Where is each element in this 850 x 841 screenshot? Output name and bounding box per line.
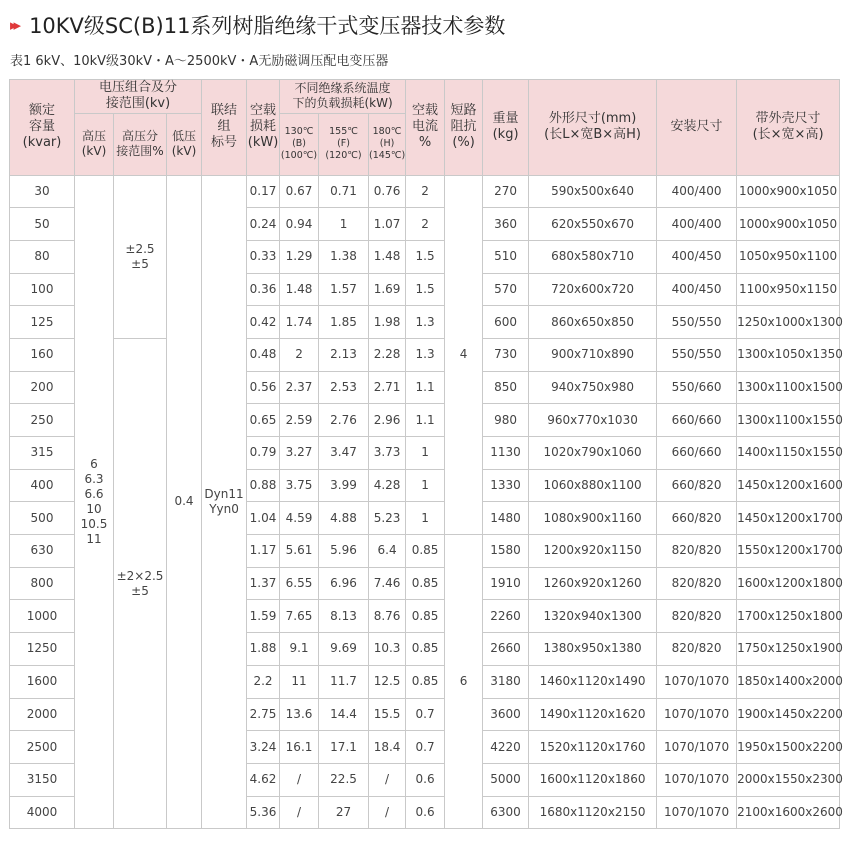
cell-dimensions: 590x500x640 [529,175,657,208]
cell-weight: 6300 [483,796,529,829]
cell-no-load-loss: 0.79 [247,437,280,470]
title-row [10,6,505,44]
cell-install: 550/660 [657,371,737,404]
cell-loss-f: 1.85 [319,306,369,339]
cell-loss-b: 5.61 [280,535,319,568]
cell-no-load-loss: 0.17 [247,175,280,208]
cell-loss-b: 11 [280,665,319,698]
cell-no-load-loss: 1.04 [247,502,280,535]
cell-capacity: 1250 [10,633,75,666]
cell-enclosure: 1300x1100x1500 [737,371,840,404]
cell-loss-f: 0.71 [319,175,369,208]
cell-loss-h: / [369,796,406,829]
cell-no-load-loss: 1.59 [247,600,280,633]
cell-loss-h: / [369,763,406,796]
cell-weight: 1580 [483,535,529,568]
cell-no-load-current: 0.7 [406,698,445,731]
cell-loss-b: 2.59 [280,404,319,437]
cell-weight: 600 [483,306,529,339]
cell-loss-b: 3.75 [280,469,319,502]
cell-loss-h: 10.3 [369,633,406,666]
cell-loss-h: 1.48 [369,240,406,273]
cell-dimensions: 1380x950x1380 [529,633,657,666]
cell-loss-h: 18.4 [369,731,406,764]
cell-loss-b: / [280,763,319,796]
cell-install: 1070/1070 [657,796,737,829]
cell-weight: 510 [483,240,529,273]
cell-dimensions: 1600x1120x1860 [529,763,657,796]
header-enclosure: 带外壳尺寸 (长×宽×高) [737,80,840,176]
table-row [10,338,840,371]
header-dimensions: 外形尺寸(mm) (长L×宽B×高H) [529,80,657,176]
cell-weight: 4220 [483,731,529,764]
cell-loss-h: 15.5 [369,698,406,731]
cell-dimensions: 1490x1120x1620 [529,698,657,731]
cell-loss-b: 0.94 [280,208,319,241]
table-row [10,175,840,208]
cell-capacity: 160 [10,338,75,371]
cell-install: 660/820 [657,469,737,502]
table-body [10,175,843,829]
cell-install: 820/820 [657,633,737,666]
cell-no-load-loss: 0.56 [247,371,280,404]
cell-loss-f: 1 [319,208,369,241]
cell-weight: 1130 [483,437,529,470]
cell-no-load-loss: 0.33 [247,240,280,273]
header-hv: 高压 (kV) [75,113,114,175]
cell-install: 660/660 [657,404,737,437]
cell-loss-f: 4.88 [319,502,369,535]
cell-loss-f: 9.69 [319,633,369,666]
cell-loss-f: 3.47 [319,437,369,470]
cell-no-load-current: 0.85 [406,535,445,568]
cell-install: 400/450 [657,240,737,273]
cell-no-load-current: 2 [406,175,445,208]
cell-capacity: 800 [10,567,75,600]
cell-enclosure: 1300x1100x1550 [737,404,840,437]
cell-dimensions: 1080x900x1160 [529,502,657,535]
cell-no-load-current: 0.85 [406,633,445,666]
cell-no-load-loss: 0.24 [247,208,280,241]
cell-dimensions: 620x550x670 [529,208,657,241]
cell-enclosure: 2000x1550x2300 [737,763,840,796]
cell-loss-b: 7.65 [280,600,319,633]
cell-loss-b: 1.74 [280,306,319,339]
cell-install: 820/820 [657,600,737,633]
header-loss-b: 130℃ (B) (100℃) [280,113,319,175]
cell-loss-h: 1.07 [369,208,406,241]
cell-capacity: 3150 [10,763,75,796]
header-connection: 联结 组 标号 [202,80,247,176]
cell-loss-f: 5.96 [319,535,369,568]
cell-weight: 1480 [483,502,529,535]
cell-enclosure: 1300x1050x1350 [737,338,840,371]
header-loss-h: 180℃ (H) (145℃) [369,113,406,175]
cell-dimensions: 1460x1120x1490 [529,665,657,698]
header-loss-f: 155℃ (F) (120℃) [319,113,369,175]
cell-no-load-current: 1.5 [406,273,445,306]
cell-install: 820/820 [657,567,737,600]
cell-loss-f: 1.57 [319,273,369,306]
cell-enclosure: 1850x1400x2000 [737,665,840,698]
cell-loss-f: 27 [319,796,369,829]
cell-enclosure: 1900x1450x2200 [737,698,840,731]
cell-impedance-2: 6 [445,535,483,829]
cell-loss-b: 1.29 [280,240,319,273]
cell-loss-b: 4.59 [280,502,319,535]
cell-enclosure: 1050x950x1100 [737,240,840,273]
cell-loss-h: 12.5 [369,665,406,698]
cell-install: 550/550 [657,338,737,371]
cell-enclosure: 1100x950x1150 [737,273,840,306]
cell-no-load-current: 1 [406,437,445,470]
table-caption: 表1 6kV、10kV级30kV・A～2500kV・A无励磁调压配电变压器 [10,54,389,69]
cell-weight: 1910 [483,567,529,600]
cell-tap-range-1: ±2.5 ±5 [114,175,167,338]
cell-enclosure: 1750x1250x1900 [737,633,840,666]
cell-loss-h: 6.4 [369,535,406,568]
cell-loss-h: 2.96 [369,404,406,437]
header-load-loss-group: 不同绝缘系统温度 下的负载损耗(kW) [280,80,406,114]
cell-capacity: 4000 [10,796,75,829]
cell-loss-b: 13.6 [280,698,319,731]
cell-weight: 3600 [483,698,529,731]
cell-weight: 570 [483,273,529,306]
cell-dimensions: 1260x920x1260 [529,567,657,600]
cell-enclosure: 1950x1500x2200 [737,731,840,764]
header-impedance: 短路 阻抗 (%) [445,80,483,176]
cell-loss-b: 6.55 [280,567,319,600]
cell-impedance-1: 4 [445,175,483,535]
cell-enclosure: 1600x1200x1800 [737,567,840,600]
cell-install: 660/660 [657,437,737,470]
cell-no-load-current: 1.3 [406,306,445,339]
cell-loss-h: 2.71 [369,371,406,404]
cell-no-load-current: 1.5 [406,240,445,273]
cell-dimensions: 900x710x890 [529,338,657,371]
header-install: 安装尺寸 [657,80,737,176]
cell-loss-b: 2 [280,338,319,371]
cell-weight: 2660 [483,633,529,666]
cell-capacity: 2500 [10,731,75,764]
cell-no-load-loss: 2.2 [247,665,280,698]
cell-loss-f: 22.5 [319,763,369,796]
cell-install: 820/820 [657,535,737,568]
cell-no-load-loss: 0.48 [247,338,280,371]
cell-install: 550/550 [657,306,737,339]
cell-enclosure: 1400x1150x1550 [737,437,840,470]
page-title: 10KV级SC(B)11系列树脂绝缘干式变压器技术参数 [29,14,506,38]
cell-loss-h: 0.76 [369,175,406,208]
cell-loss-h: 5.23 [369,502,406,535]
cell-capacity: 400 [10,469,75,502]
cell-no-load-current: 0.85 [406,567,445,600]
cell-connection-merged: Dyn11 Yyn0 [202,175,247,829]
cell-loss-b: 16.1 [280,731,319,764]
cell-no-load-loss: 0.42 [247,306,280,339]
cell-loss-f: 17.1 [319,731,369,764]
spec-table [9,79,843,829]
cell-loss-h: 2.28 [369,338,406,371]
header-weight: 重量 (kg) [483,80,529,176]
cell-capacity: 1600 [10,665,75,698]
cell-weight: 730 [483,338,529,371]
cell-enclosure: 1000x900x1050 [737,175,840,208]
cell-loss-b: 2.37 [280,371,319,404]
header-rated-capacity: 额定 容量 (kvar) [10,80,75,176]
cell-weight: 850 [483,371,529,404]
cell-capacity: 500 [10,502,75,535]
cell-dimensions: 1680x1120x2150 [529,796,657,829]
cell-dimensions: 1320x940x1300 [529,600,657,633]
cell-no-load-current: 0.7 [406,731,445,764]
cell-no-load-loss: 0.88 [247,469,280,502]
cell-loss-h: 1.69 [369,273,406,306]
cell-enclosure: 1550x1200x1700 [737,535,840,568]
cell-enclosure: 2100x1600x2600 [737,796,840,829]
cell-capacity: 30 [10,175,75,208]
cell-install: 1070/1070 [657,731,737,764]
cell-no-load-current: 1 [406,469,445,502]
cell-install: 1070/1070 [657,665,737,698]
header-lv: 低压 (kV) [167,113,202,175]
cell-weight: 360 [483,208,529,241]
cell-no-load-loss: 4.62 [247,763,280,796]
cell-capacity: 50 [10,208,75,241]
cell-dimensions: 1060x880x1100 [529,469,657,502]
cell-hv-merged: 6 6.3 6.6 10 10.5 11 [75,175,114,829]
cell-weight: 5000 [483,763,529,796]
cell-weight: 980 [483,404,529,437]
cell-loss-h: 1.98 [369,306,406,339]
cell-no-load-loss: 0.65 [247,404,280,437]
cell-loss-b: 3.27 [280,437,319,470]
cell-weight: 1330 [483,469,529,502]
cell-capacity: 630 [10,535,75,568]
header-no-load-loss: 空载 损耗 (kW) [247,80,280,176]
cell-dimensions: 1200x920x1150 [529,535,657,568]
cell-dimensions: 860x650x850 [529,306,657,339]
cell-no-load-loss: 3.24 [247,731,280,764]
cell-dimensions: 720x600x720 [529,273,657,306]
cell-capacity: 250 [10,404,75,437]
header-no-load-current: 空载 电流 % [406,80,445,176]
header-voltage-group: 电压组合及分 接范围(kv) [75,80,202,114]
cell-capacity: 315 [10,437,75,470]
cell-tap-range-2: ±2×2.5 ±5 [114,338,167,828]
cell-no-load-current: 0.6 [406,763,445,796]
cell-loss-b: 9.1 [280,633,319,666]
cell-no-load-loss: 5.36 [247,796,280,829]
cell-enclosure: 1000x900x1050 [737,208,840,241]
cell-loss-h: 4.28 [369,469,406,502]
cell-loss-f: 8.13 [319,600,369,633]
cell-no-load-current: 1.3 [406,338,445,371]
cell-no-load-current: 1.1 [406,404,445,437]
cell-loss-f: 14.4 [319,698,369,731]
cell-install: 400/450 [657,273,737,306]
cell-enclosure: 1250x1000x1300 [737,306,840,339]
cell-install: 1070/1070 [657,698,737,731]
cell-capacity: 80 [10,240,75,273]
header-tap-range: 高压分 接范围% [114,113,167,175]
cell-install: 660/820 [657,502,737,535]
cell-capacity: 200 [10,371,75,404]
cell-weight: 3180 [483,665,529,698]
cell-no-load-current: 1.1 [406,371,445,404]
cell-loss-f: 2.76 [319,404,369,437]
cell-install: 1070/1070 [657,763,737,796]
cell-loss-h: 7.46 [369,567,406,600]
cell-capacity: 1000 [10,600,75,633]
cell-loss-f: 1.38 [319,240,369,273]
cell-dimensions: 680x580x710 [529,240,657,273]
cell-weight: 2260 [483,600,529,633]
cell-no-load-loss: 0.36 [247,273,280,306]
cell-no-load-loss: 1.17 [247,535,280,568]
cell-capacity: 125 [10,306,75,339]
cell-weight: 270 [483,175,529,208]
cell-no-load-current: 2 [406,208,445,241]
cell-no-load-current: 1 [406,502,445,535]
cell-dimensions: 1020x790x1060 [529,437,657,470]
cell-no-load-current: 0.6 [406,796,445,829]
cell-dimensions: 960x770x1030 [529,404,657,437]
cell-no-load-loss: 1.37 [247,567,280,600]
cell-loss-h: 3.73 [369,437,406,470]
cell-install: 400/400 [657,175,737,208]
cell-dimensions: 940x750x980 [529,371,657,404]
cell-loss-f: 11.7 [319,665,369,698]
cell-loss-f: 3.99 [319,469,369,502]
cell-loss-f: 2.13 [319,338,369,371]
cell-loss-f: 2.53 [319,371,369,404]
cell-loss-h: 8.76 [369,600,406,633]
cell-enclosure: 1700x1250x1800 [737,600,840,633]
cell-no-load-loss: 2.75 [247,698,280,731]
cell-capacity: 2000 [10,698,75,731]
cell-no-load-loss: 1.88 [247,633,280,666]
cell-install: 400/400 [657,208,737,241]
double-arrow-icon: ▸▸ [10,16,18,34]
cell-loss-b: / [280,796,319,829]
cell-dimensions: 1520x1120x1760 [529,731,657,764]
cell-enclosure: 1450x1200x1700 [737,502,840,535]
cell-enclosure: 1450x1200x1600 [737,469,840,502]
cell-loss-b: 0.67 [280,175,319,208]
cell-loss-f: 6.96 [319,567,369,600]
cell-no-load-current: 0.85 [406,600,445,633]
cell-loss-b: 1.48 [280,273,319,306]
cell-no-load-current: 0.85 [406,665,445,698]
cell-capacity: 100 [10,273,75,306]
cell-lv-merged: 0.4 [167,175,202,829]
